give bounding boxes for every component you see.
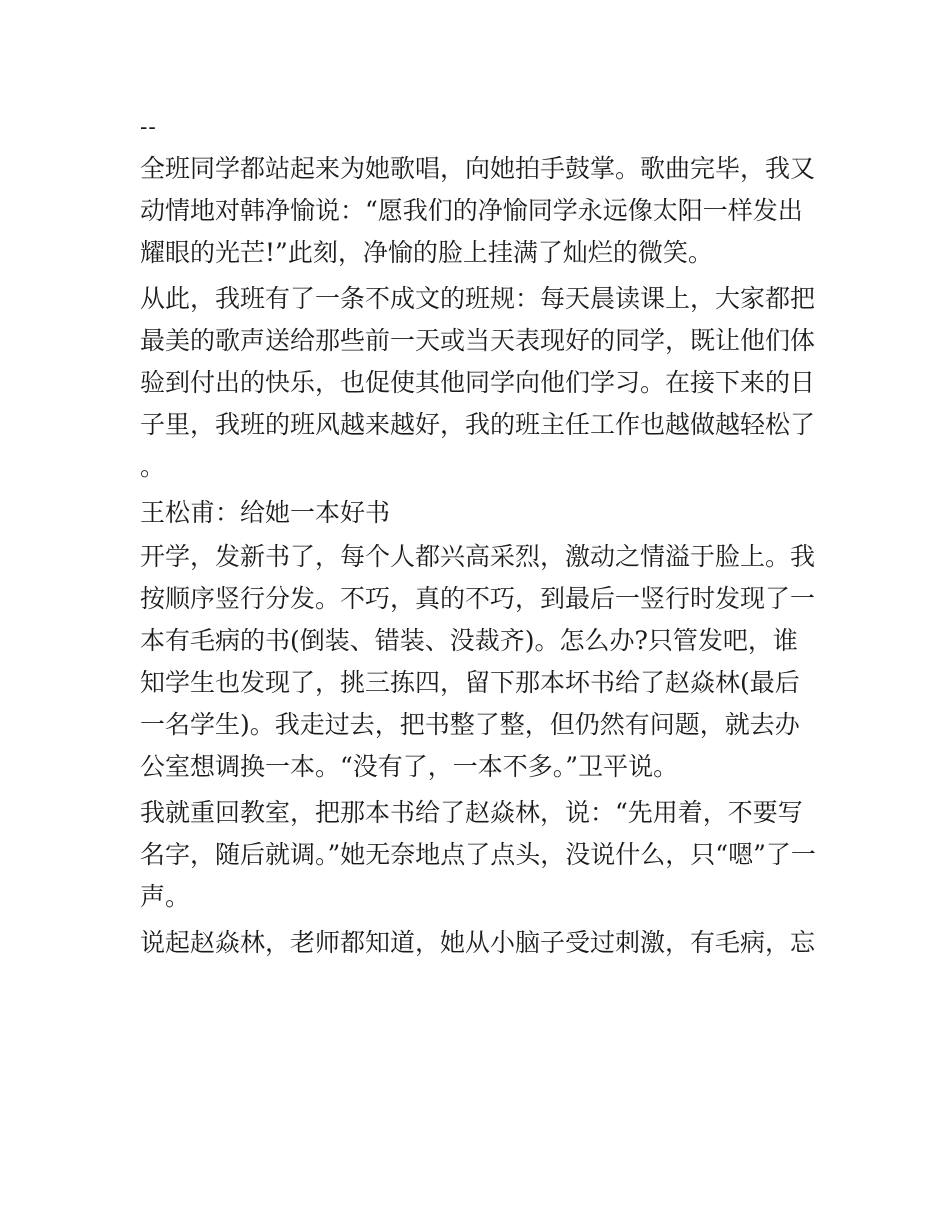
section-heading: 王松甫：给她一本好书	[140, 498, 391, 527]
page-marker: --	[140, 115, 157, 140]
document-body	[140, 108, 820, 968]
paragraph-return-classroom: 我就重回教室，把那本书给了赵焱林，说：“先用着，不要写名字，随后就调。”她无奈地点了点头，没说什么，只“嗯”了一声。	[140, 798, 816, 911]
paragraph-zhao-yanlin: 说起赵焱林，老师都知道，她从小脑子受过刺激，有毛病，忘	[140, 928, 816, 957]
paragraph-class-rule: 从此，我班有了一条不成文的班规：每天晨读课上，大家都把最美的歌声送给那些前一天或当天表现好的同学，既让他们体验到付出的快乐，也促使其他同学向他们学习。在接下来的日子里，我班的班风越来越好，我的班主任工作也越做越轻松了。	[140, 284, 816, 481]
paragraph-new-books: 开学，发新书了，每个人都兴高采烈，激动之情溢于脸上。我按顺序竖行分发。不巧，真的不巧，到最后一竖行时发现了一本有毛病的书(倒装、错装、没裁齐)。怎么办?只管发吧，谁知学生也发现了，挑三拣四，留下那本坏书给了赵焱林(最后一名学生)。我走过去，把书整了整，但仍然有问题，就去办公室想调换一本。“没有了，一本不多。”卫平说。	[140, 542, 816, 781]
paragraph-singing: 全班同学都站起来为她歌唱，向她拍手鼓掌。歌曲完毕，我又动情地对韩净愉说：“愿我们的净愉同学永远像太阳一样发出耀眼的光芒!”此刻，净愉的脸上挂满了灿烂的微笑。	[140, 154, 816, 267]
